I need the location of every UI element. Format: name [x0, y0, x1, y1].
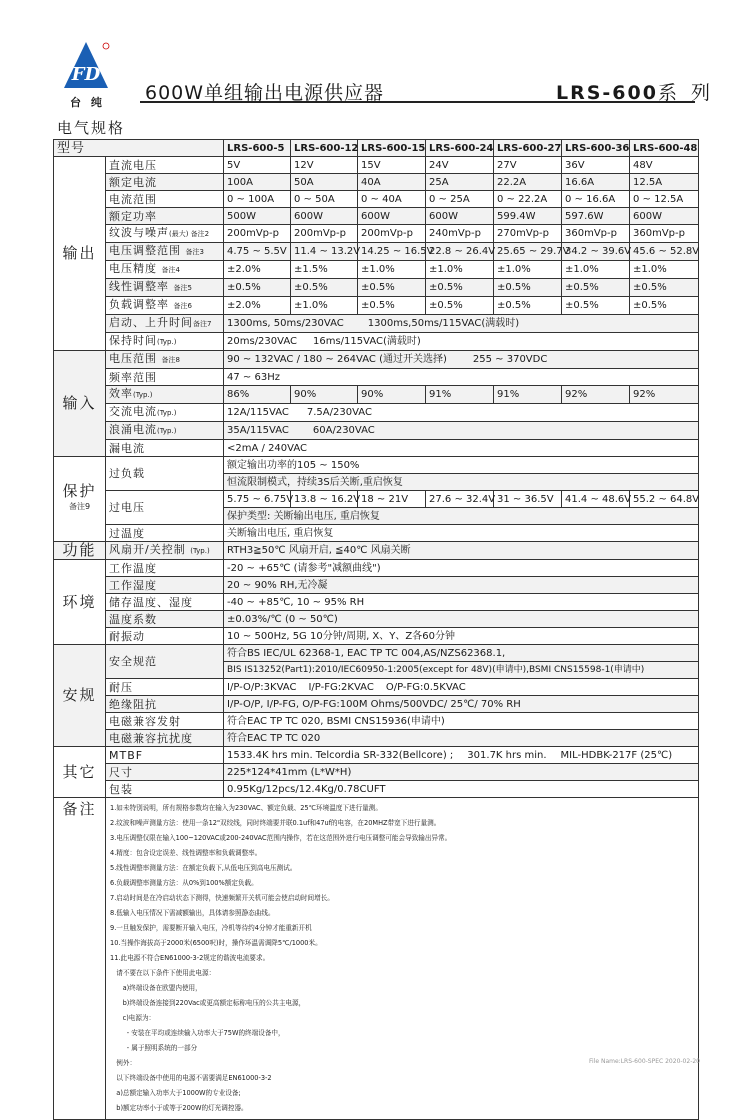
table-row [54, 157, 699, 174]
note-line: 请不要在以下条件下使用此电源： [110, 969, 216, 977]
value-cell: 40A [358, 174, 426, 191]
note-line: 6.负载调整率测量方法：从0%到100%额定负载。 [110, 879, 258, 887]
value-cell: 额定输出功率的105 ~ 150% [224, 457, 699, 474]
value-cell: 16.6A [562, 174, 630, 191]
value-cell: 240mVp-p [426, 225, 494, 243]
value-cell [224, 422, 699, 440]
value-cell: 10 ~ 500Hz, 5G 10分钟/周期, X、Y、Z各60分钟 [224, 628, 699, 645]
value-cell: ±0.5% [630, 297, 699, 315]
value-cell: 符合BS IEC/UL 62368-1, EAC TP TC 004,AS/NZS62368.1, [224, 645, 699, 662]
value-cell: 600W [426, 208, 494, 225]
value-cell: 11.4 ~ 13.2V [291, 243, 358, 261]
table-row [54, 798, 699, 1120]
page-header [0, 0, 750, 137]
group-protection [54, 457, 106, 542]
value-cell: 600W [630, 208, 699, 225]
group-note: 备注9 [68, 502, 91, 511]
page-title: 600W单组输出电源供应器 [145, 82, 385, 104]
param-label-text: 线性调整率 [109, 280, 169, 293]
note-line: c)电源为： [110, 1014, 156, 1022]
value-cell [224, 315, 699, 333]
value-cell: -20 ~ +65℃ (请参考"减额曲线") [224, 560, 699, 577]
value-cell: ±0.5% [630, 279, 699, 297]
param-label: 耐振动 [106, 628, 224, 645]
series-suffix: 系 列 [657, 82, 715, 104]
group-safety: 安规 [54, 645, 106, 747]
value-cell: 恒流限制模式，持续3S后关断,重启恢复 [224, 474, 699, 491]
param-label-text: 负载调整率 [109, 298, 169, 311]
table-row [54, 351, 699, 369]
group-notes: 备注 [54, 798, 106, 1120]
table-row [54, 422, 699, 440]
value-part: 7.5A/230VAC [306, 407, 372, 418]
value-cell [224, 404, 699, 422]
value-cell: 90% [358, 386, 426, 404]
note-line: 8.低输入电压情况下需减额输出，具体请参照静态曲线。 [110, 909, 275, 917]
value-part: 35A/115VAC [227, 425, 289, 436]
param-note: 备注5 [173, 284, 192, 292]
param-label: 工作湿度 [106, 577, 224, 594]
value-part: 1300ms, 50ms/230VAC [227, 318, 344, 329]
model-cell: LRS-600-15 [358, 140, 426, 157]
table-row [54, 781, 699, 798]
notes-cell [106, 798, 699, 1120]
param-label [106, 315, 224, 333]
value-cell: -40 ~ +85℃, 10 ~ 95% RH [224, 594, 699, 611]
value-cell: I/P-O/P, I/P-FG, O/P-FG:100M Ohms/500VDC/ 25℃/ 70% RH [224, 696, 699, 713]
param-label: 安全规范 [106, 645, 224, 679]
table-row [54, 386, 699, 404]
param-label: 过电压 [106, 491, 224, 525]
value-cell: 25.65 ~ 29.7V [494, 243, 562, 261]
value-cell: RTH3≧50℃ 风扇开启, ≦40℃ 风扇关断 [224, 542, 699, 560]
value-part: 255 ~ 370VDC [472, 354, 548, 365]
param-label: 直流电压 [106, 157, 224, 174]
value-cell: 0 ~ 50A [291, 191, 358, 208]
table-row [54, 560, 699, 577]
logo-text: 台 纯 [70, 96, 105, 109]
param-note: 备注7 [193, 320, 212, 328]
param-label-text: 电压范围 [109, 352, 157, 365]
value-cell: 90% [291, 386, 358, 404]
param-label-text: 启动、上升时间 [109, 316, 193, 329]
param-note: (最大) 备注2 [169, 230, 210, 238]
value-cell: 20 ~ 90% RH,无冷凝 [224, 577, 699, 594]
value-cell: 225*124*41mm (L*W*H) [224, 764, 699, 781]
group-function: 功能 [54, 542, 106, 560]
table-row [54, 491, 699, 508]
note-line: 4.精度：包含设定误差、线性调整率和负载调整率。 [110, 849, 262, 857]
value-cell: ±0.5% [358, 297, 426, 315]
param-label: 额定电流 [106, 174, 224, 191]
value-cell: ±0.5% [291, 279, 358, 297]
section-title: 电气规格 [57, 119, 126, 137]
table-row [54, 261, 699, 279]
value-cell: 12.5A [630, 174, 699, 191]
value-part: 20ms/230VAC [227, 336, 297, 347]
value-cell: ±1.0% [562, 261, 630, 279]
table-row [54, 315, 699, 333]
model-cell: LRS-600-27 [494, 140, 562, 157]
model-label: 型号 [54, 140, 224, 157]
table-row [54, 764, 699, 781]
value-part: 1533.4K hrs min. Telcordia SR-332(Bellcore) ; [227, 749, 454, 761]
spec-table [53, 139, 699, 1120]
svg-text:FD: FD [71, 64, 101, 85]
note-line: a)总额定输入功率大于1000W的专业设备; [110, 1089, 241, 1097]
table-row [54, 404, 699, 422]
table-row [54, 225, 699, 243]
series-model: LRS-600 [556, 82, 658, 104]
param-note: 备注6 [173, 302, 192, 310]
param-note: 备注3 [185, 248, 204, 256]
note-line: 3.电压调整仅限在输入100~120VAC或200-240VAC范围内操作，若在这范围外进行电压调整可能会导致输出异常。 [110, 834, 452, 842]
value-cell: 31 ~ 36.5V [494, 491, 562, 508]
table-row [54, 243, 699, 261]
value-cell: ±0.5% [562, 279, 630, 297]
table-row [54, 174, 699, 191]
value-cell: 45.6 ~ 52.8V [630, 243, 699, 261]
value-cell: 13.8 ~ 16.2V [291, 491, 358, 508]
value-cell: BIS IS13252(Part1):2010/IEC60950-1:2005(except for 48V)(申请中),BSMI CNS15598-1(申请中) [224, 662, 699, 679]
table-row [54, 457, 699, 474]
value-cell: 15V [358, 157, 426, 174]
value-cell: 597.6W [562, 208, 630, 225]
value-cell: ±1.5% [291, 261, 358, 279]
value-cell: ±0.5% [562, 297, 630, 315]
param-label [106, 297, 224, 315]
value-cell: 500W [224, 208, 291, 225]
value-part: 60A/230VAC [312, 425, 375, 436]
param-label-text: 效率 [109, 387, 133, 400]
value-part: 1300ms,50ms/115VAC(满载时) [367, 318, 520, 329]
value-cell: ±1.0% [426, 261, 494, 279]
param-label: 过负载 [106, 457, 224, 491]
param-label: 过温度 [106, 525, 224, 542]
value-cell: 200mVp-p [291, 225, 358, 243]
table-row [54, 297, 699, 315]
value-part: 16ms/115VAC(满载时) [313, 336, 421, 347]
value-cell: 600W [291, 208, 358, 225]
value-cell: 92% [630, 386, 699, 404]
param-label: 温度系数 [106, 611, 224, 628]
table-row [54, 679, 699, 696]
value-part: 12A/115VAC [227, 407, 289, 418]
value-cell: 25A [426, 174, 494, 191]
param-label: 漏电流 [106, 440, 224, 457]
note-line: 1.如未特别说明，所有规格参数均在输入为230VAC、额定负载、25℃环境温度下进行量测。 [110, 804, 382, 812]
param-label: 电磁兼容抗扰度 [106, 730, 224, 747]
note-line: 9.一旦触发保护，需要断开输入电压，冷机等待约4分钟才能重新开机 [110, 924, 312, 932]
table-row [54, 191, 699, 208]
value-cell: 24V [426, 157, 494, 174]
value-cell: 符合EAC TP TC 020, BSMI CNS15936(申请中) [224, 713, 699, 730]
table-row [54, 645, 699, 662]
value-part: O/P-FG:0.5KVAC [385, 681, 466, 693]
note-line: b)终端设备连接到220Vac或更高额定标称电压的公共主电源， [110, 999, 306, 1007]
note-line: 11.此电源不符合EN61000-3-2规定的谐波电流要求。 [110, 954, 270, 962]
value-cell: 34.2 ~ 39.6V [562, 243, 630, 261]
value-cell: ±0.5% [426, 297, 494, 315]
table-row [54, 333, 699, 351]
param-label [106, 333, 224, 351]
value-part: 90 ~ 132VAC / 180 ~ 264VAC (通过开关选择) [227, 354, 447, 365]
value-cell: 55.2 ~ 64.8V [630, 491, 699, 508]
param-label [106, 225, 224, 243]
param-note: (Typ.) [157, 427, 177, 435]
value-cell: ±1.0% [494, 261, 562, 279]
value-part: MIL-HDBK-217F (25℃) [560, 749, 673, 761]
value-cell: <2mA / 240VAC [224, 440, 699, 457]
value-cell: 保护类型: 关断输出电压, 重启恢复 [224, 508, 699, 525]
value-cell: 0 ~ 40A [358, 191, 426, 208]
value-part: I/P-O/P:3KVAC [227, 681, 297, 693]
value-cell: 270mVp-p [494, 225, 562, 243]
param-label [106, 542, 224, 560]
group-environment: 环境 [54, 560, 106, 645]
value-cell: ±0.5% [426, 279, 494, 297]
param-label: 耐压 [106, 679, 224, 696]
param-label-text: 风扇开/关控制 [109, 543, 186, 556]
table-row [54, 542, 699, 560]
value-cell: 12V [291, 157, 358, 174]
value-cell: 0 ~ 16.6A [562, 191, 630, 208]
value-cell: ±0.03%/℃ (0 ~ 50℃) [224, 611, 699, 628]
value-cell: 86% [224, 386, 291, 404]
note-line: 例外： [110, 1059, 137, 1067]
value-cell: 36V [562, 157, 630, 174]
value-cell: 18 ~ 21V [358, 491, 426, 508]
param-note: (Typ.) [133, 391, 153, 399]
value-cell: 360mVp-p [630, 225, 699, 243]
table-row [54, 713, 699, 730]
value-cell: ±2.0% [224, 297, 291, 315]
value-cell: 599.4W [494, 208, 562, 225]
param-label: 频率范围 [106, 369, 224, 386]
param-label-text: 保持时间 [109, 334, 157, 347]
param-label: 储存温度、湿度 [106, 594, 224, 611]
group-output: 输出 [54, 157, 106, 351]
footer-filename: File Name:LRS-600-SPEC 2020-02-20 [589, 1058, 700, 1065]
model-cell: LRS-600-12 [291, 140, 358, 157]
param-label: 电流范围 [106, 191, 224, 208]
table-row [54, 747, 699, 764]
value-cell: ±1.0% [630, 261, 699, 279]
param-label: 电磁兼容发射 [106, 713, 224, 730]
note-line: 2.纹波和噪声测量方法：使用一条12"双绞线，同时终端要并联0.1uf和47uf的电容，在20MHZ带宽下进行量测。 [110, 819, 441, 827]
value-cell: 100A [224, 174, 291, 191]
note-line: - 属于照明系统的一部分 [110, 1044, 198, 1052]
table-row [54, 440, 699, 457]
note-line: 10.当操作海拔高于2000米(6500呎)时，操作环温需调降5℃/1000米。 [110, 939, 322, 947]
value-cell: 22.2A [494, 174, 562, 191]
model-cell: LRS-600-5 [224, 140, 291, 157]
value-cell [224, 333, 699, 351]
table-row [54, 369, 699, 386]
value-cell: ±1.0% [358, 261, 426, 279]
param-note: (Typ.) [157, 338, 177, 346]
param-label: MTBF [106, 747, 224, 764]
value-cell: 0 ~ 22.2A [494, 191, 562, 208]
param-label [106, 261, 224, 279]
param-note: 备注8 [161, 356, 180, 364]
table-row [54, 577, 699, 594]
value-cell [224, 747, 699, 764]
param-label-text: 电压精度 [109, 262, 157, 275]
model-cell: LRS-600-48 [630, 140, 699, 157]
model-row [54, 140, 699, 157]
table-row [54, 611, 699, 628]
value-cell: 关断输出电压, 重启恢复 [224, 525, 699, 542]
table-row [54, 594, 699, 611]
value-cell: 4.75 ~ 5.5V [224, 243, 291, 261]
value-cell: 48V [630, 157, 699, 174]
value-cell: 5V [224, 157, 291, 174]
value-cell: ±0.5% [494, 297, 562, 315]
param-label-text: 交流电流 [109, 405, 157, 418]
value-cell: ±2.0% [224, 261, 291, 279]
param-label: 工作温度 [106, 560, 224, 577]
table-row [54, 730, 699, 747]
value-cell: 5.75 ~ 6.75V [224, 491, 291, 508]
param-label [106, 422, 224, 440]
table-row [54, 628, 699, 645]
group-label: 保护 [62, 482, 97, 500]
value-cell: 0 ~ 100A [224, 191, 291, 208]
value-cell: 27V [494, 157, 562, 174]
value-cell: 符合EAC TP TC 020 [224, 730, 699, 747]
value-part: I/P-FG:2KVAC [308, 681, 374, 693]
value-cell: 91% [494, 386, 562, 404]
value-cell [224, 679, 699, 696]
table-row [54, 696, 699, 713]
value-cell: 92% [562, 386, 630, 404]
param-label [106, 386, 224, 404]
value-cell: 0 ~ 12.5A [630, 191, 699, 208]
value-cell: 0.95Kg/12pcs/12.4Kg/0.78CUFT [224, 781, 699, 798]
model-cell: LRS-600-24 [426, 140, 494, 157]
param-label-text: 浪涌电流 [109, 423, 157, 436]
param-note: 备注4 [161, 266, 180, 274]
value-cell: 14.25 ~ 16.5V [358, 243, 426, 261]
param-label: 尺寸 [106, 764, 224, 781]
value-part: 301.7K hrs min. [467, 749, 547, 761]
param-label [106, 243, 224, 261]
note-line: 7.启动时间是在冷启动状态下测得，快速频繁开关机可能会使启动时间增长。 [110, 894, 334, 902]
table-row [54, 525, 699, 542]
value-cell: ±0.5% [224, 279, 291, 297]
note-line: 以下终端设备中使用的电源不需要满足EN61000-3-2 [110, 1074, 272, 1082]
param-label-text: 电压调整范围 [109, 244, 181, 257]
param-label [106, 351, 224, 369]
group-others: 其它 [54, 747, 106, 798]
value-cell: ±1.0% [291, 297, 358, 315]
value-cell: ±0.5% [358, 279, 426, 297]
param-label: 绝缘阻抗 [106, 696, 224, 713]
note-line: b)额定功率小于或等于200W的灯光调控器。 [110, 1104, 248, 1112]
value-cell: 41.4 ~ 48.6V [562, 491, 630, 508]
param-label [106, 279, 224, 297]
group-input: 输入 [54, 351, 106, 457]
value-cell: 27.6 ~ 32.4V [426, 491, 494, 508]
table-row [54, 208, 699, 225]
value-cell: 200mVp-p [224, 225, 291, 243]
param-note: (Typ.) [157, 409, 177, 417]
value-cell: 360mVp-p [562, 225, 630, 243]
value-cell: ±0.5% [494, 279, 562, 297]
value-cell: 47 ~ 63Hz [224, 369, 699, 386]
param-label-text: 纹波与噪声 [109, 226, 169, 239]
header-divider [140, 101, 695, 103]
param-label [106, 404, 224, 422]
note-line: a)终端设备在欧盟内使用， [110, 984, 202, 992]
value-cell: 91% [426, 386, 494, 404]
param-label: 额定功率 [106, 208, 224, 225]
value-cell: 50A [291, 174, 358, 191]
value-cell: 200mVp-p [358, 225, 426, 243]
note-line: 5.线性调整率测量方法：在额定负载下,从低电压到高电压测试。 [110, 864, 297, 872]
table-row [54, 279, 699, 297]
value-cell [224, 351, 699, 369]
value-cell: 0 ~ 25A [426, 191, 494, 208]
logo-triangle-icon [62, 40, 110, 96]
param-label: 包装 [106, 781, 224, 798]
value-cell: 22.8 ~ 26.4V [426, 243, 494, 261]
model-cell: LRS-600-36 [562, 140, 630, 157]
value-cell: 600W [358, 208, 426, 225]
note-line: - 安装在平均或连续输入功率大于75W的终端设备中， [110, 1029, 285, 1037]
param-note: (Typ.) [190, 547, 210, 555]
